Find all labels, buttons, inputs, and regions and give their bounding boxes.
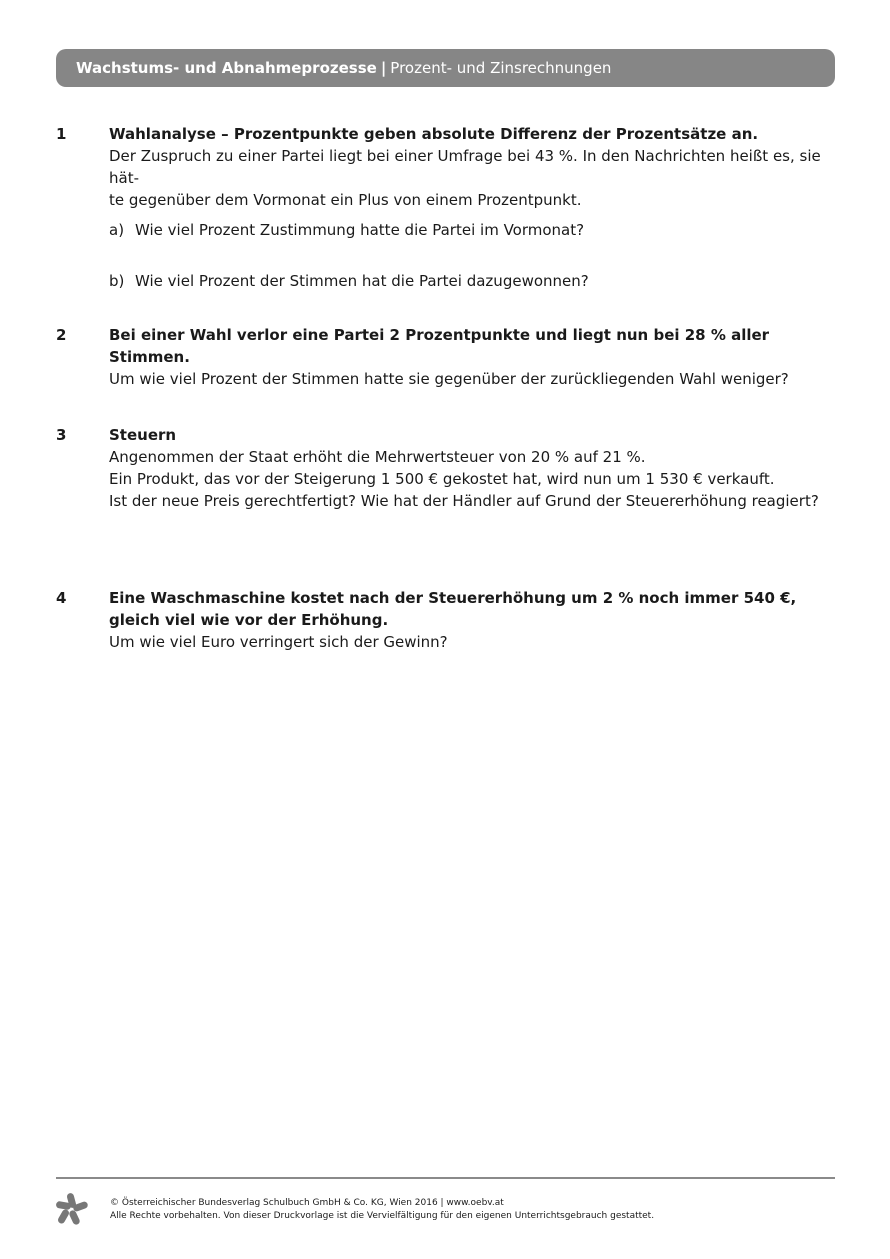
- task-text-line: Um wie viel Euro verringert sich der Gewinn?: [109, 633, 448, 651]
- task-text-line: Ist der neue Preis gerechtfertigt? Wie hat der Händler auf Grund der Steuererhöhung reagiert?: [109, 492, 819, 510]
- task-number: 2: [56, 326, 67, 344]
- header-separator: |: [380, 59, 387, 77]
- footer-copyright: [110, 1197, 654, 1223]
- footer-divider: [56, 1177, 835, 1179]
- task-text-line: Der Zuspruch zu einer Partei liegt bei einer Umfrage bei 43 %. In den Nachrichten heißt es, sie hät-: [109, 147, 821, 187]
- footer-line-1: © Österreichischer Bundesverlag Schulbuch GmbH & Co. KG, Wien 2016 | www.oebv.at: [110, 1198, 504, 1208]
- task-2: [56, 324, 836, 390]
- subtask-a: [109, 219, 836, 241]
- task-text-line: Ein Produkt, das vor der Steigerung 1 500 € gekostet hat, wird nun um 1 530 € verkauft.: [109, 470, 775, 488]
- task-title-line: Eine Waschmaschine kostet nach der Steuererhöhung um 2 % noch immer 540 €,: [109, 589, 797, 607]
- header-subtitle: Prozent- und Zinsrechnungen: [390, 59, 612, 77]
- subtask-label: b): [109, 272, 125, 290]
- task-title-line: gleich viel wie vor der Erhöhung.: [109, 611, 389, 629]
- oebv-logo-icon: [54, 1191, 90, 1227]
- task-number: 3: [56, 426, 67, 444]
- task-title: Wahlanalyse – Prozentpunkte geben absolute Differenz der Prozentsätze an.: [109, 125, 759, 143]
- task-text-line: Um wie viel Prozent der Stimmen hatte sie gegenüber der zurückliegenden Wahl weniger?: [109, 370, 789, 388]
- task-number: 1: [56, 125, 67, 143]
- subtask-text: Wie viel Prozent Zustimmung hatte die Partei im Vormonat?: [135, 221, 585, 239]
- subtask-text: Wie viel Prozent der Stimmen hat die Partei dazugewonnen?: [135, 272, 589, 290]
- subtask-label: a): [109, 221, 125, 239]
- task-text-line: te gegenüber dem Vormonat ein Plus von einem Prozentpunkt.: [109, 191, 582, 209]
- task-3: [56, 424, 836, 512]
- subtask-b: [109, 270, 836, 292]
- page-header: [56, 49, 835, 87]
- task-title: Bei einer Wahl verlor eine Partei 2 Prozentpunkte und liegt nun bei 28 % aller Stimmen.: [109, 326, 770, 366]
- task-4: [56, 587, 836, 653]
- header-title: Wachstums- und Abnahmeprozesse: [76, 59, 377, 77]
- task-title: Steuern: [109, 426, 177, 444]
- task-number: 4: [56, 589, 67, 607]
- task-text-line: Angenommen der Staat erhöht die Mehrwertsteuer von 20 % auf 21 %.: [109, 448, 646, 466]
- footer-line-2: Alle Rechte vorbehalten. Von dieser Druckvorlage ist die Vervielfältigung für den eigenen Unterrichtsgebrauch gestattet.: [110, 1211, 655, 1221]
- task-1: [56, 123, 836, 292]
